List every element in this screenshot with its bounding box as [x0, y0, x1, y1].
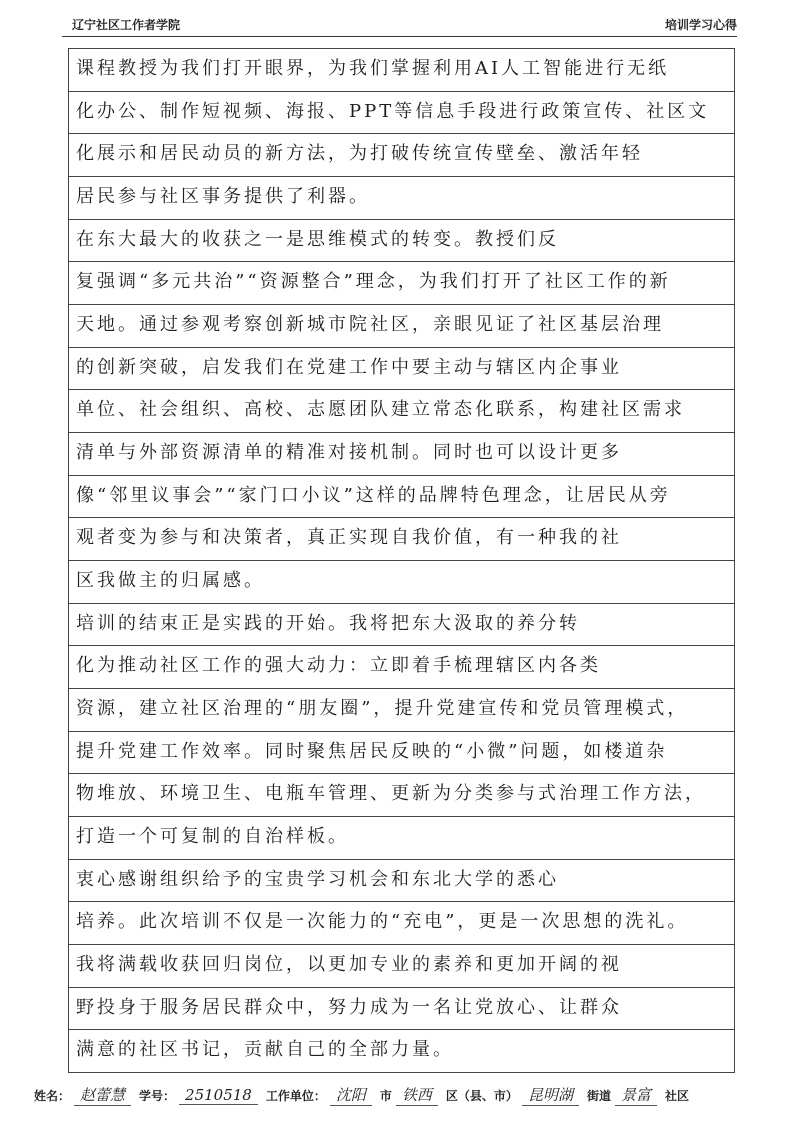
- handwritten-line: 物堆放、环境卫生、电瓶车管理、更新为分类参与式治理工作方法，: [76, 783, 706, 805]
- student-id-value: 2510518: [179, 1086, 258, 1105]
- district-value: 铁西: [396, 1084, 438, 1106]
- handwritten-line: 提升党建工作效率。同时聚焦居民反映的“小微”问题，如楼道杂: [76, 740, 668, 762]
- work-unit-label: 工作单位：: [265, 1088, 326, 1103]
- handwritten-line: 区我做主的归属感。: [76, 570, 265, 591]
- handwritten-line: 像“邻里议事会”“家门口小议”这样的品牌特色理念，让居民从旁: [76, 484, 671, 506]
- street-label: 街道: [586, 1088, 611, 1103]
- handwritten-line: 培训的结束正是实践的开始。我将把东大汲取的养分转: [76, 612, 580, 634]
- handwritten-line: 在东大最大的收获之一是思维模式的转变。教授们反: [76, 228, 559, 250]
- handwritten-line: 衷心感谢组织给予的宝贵学习机会和东北大学的悉心: [76, 868, 559, 890]
- ruled-writing-area: [68, 48, 735, 1072]
- handwritten-line: 打造一个可复制的自治样板。: [76, 826, 349, 847]
- street-value: 昆明湖: [522, 1084, 579, 1106]
- handwritten-line: 满意的社区书记，贡献自己的全部力量。: [76, 1039, 454, 1061]
- handwritten-line: 野投身于服务居民群众中，努力成为一名让党放心、让群众: [76, 996, 622, 1018]
- district-label: 区（县、市）: [445, 1088, 518, 1103]
- header-document-type: 培训学习心得: [664, 18, 737, 32]
- city-label: 市: [379, 1088, 392, 1103]
- community-label: 社区: [664, 1088, 689, 1103]
- header-institution: 辽宁社区工作者学院: [72, 18, 181, 32]
- handwritten-line: 单位、社会组织、高校、志愿团队建立常态化联系，构建社区需求: [76, 399, 685, 421]
- city-value: 沈阳: [330, 1084, 372, 1106]
- community-value: 景富: [615, 1084, 657, 1106]
- student-id-label: 学号：: [139, 1088, 176, 1103]
- header-rule: [62, 36, 737, 37]
- handwritten-line: 观者变为参与和决策者，真正实现自我价值，有一种我的社: [76, 527, 622, 549]
- name-label: 姓名：: [34, 1088, 71, 1103]
- handwritten-line: 复强调“多元共治”“资源整合”理念，为我们打开了社区工作的新: [76, 271, 671, 293]
- handwritten-line: 居民参与社区事务提供了利器。: [76, 186, 370, 207]
- handwritten-line: 我将满载收获回归岗位，以更加专业的素养和更加开阔的视: [76, 954, 622, 975]
- handwritten-line: 化为推动社区工作的强大动力：立即着手梳理辖区内各类: [76, 655, 601, 677]
- handwritten-line: 清单与外部资源清单的精准对接机制。同时也可以设计更多: [76, 442, 622, 463]
- handwritten-line: 培养。此次培训不仅是一次能力的“充电”，更是一次思想的洗礼。: [76, 911, 689, 933]
- footer-info-bar: [34, 1081, 759, 1109]
- handwritten-line: 的创新突破，启发我们在党建工作中要主动与辖区内企事业: [76, 356, 622, 378]
- handwritten-line: 资源，建立社区治理的“朋友圈”，提升党建宣传和党员管理模式，: [76, 698, 689, 719]
- handwritten-line: 课程教授为我们打开眼界，为我们掌握利用AI人工智能进行无纸: [76, 58, 670, 79]
- handwritten-line: 天地。通过参观考察创新城市院社区，亲眼见证了社区基层治理: [76, 314, 664, 335]
- ruled-line: [68, 1072, 735, 1073]
- handwritten-line: 化展示和居民动员的新方法，为打破传统宣传壁垒、激活年轻: [76, 143, 643, 165]
- handwritten-line: 化办公、制作短视频、海报、PPT等信息手段进行政策宣传、社区文: [76, 100, 710, 122]
- name-value: 赵蕾慧: [74, 1084, 131, 1106]
